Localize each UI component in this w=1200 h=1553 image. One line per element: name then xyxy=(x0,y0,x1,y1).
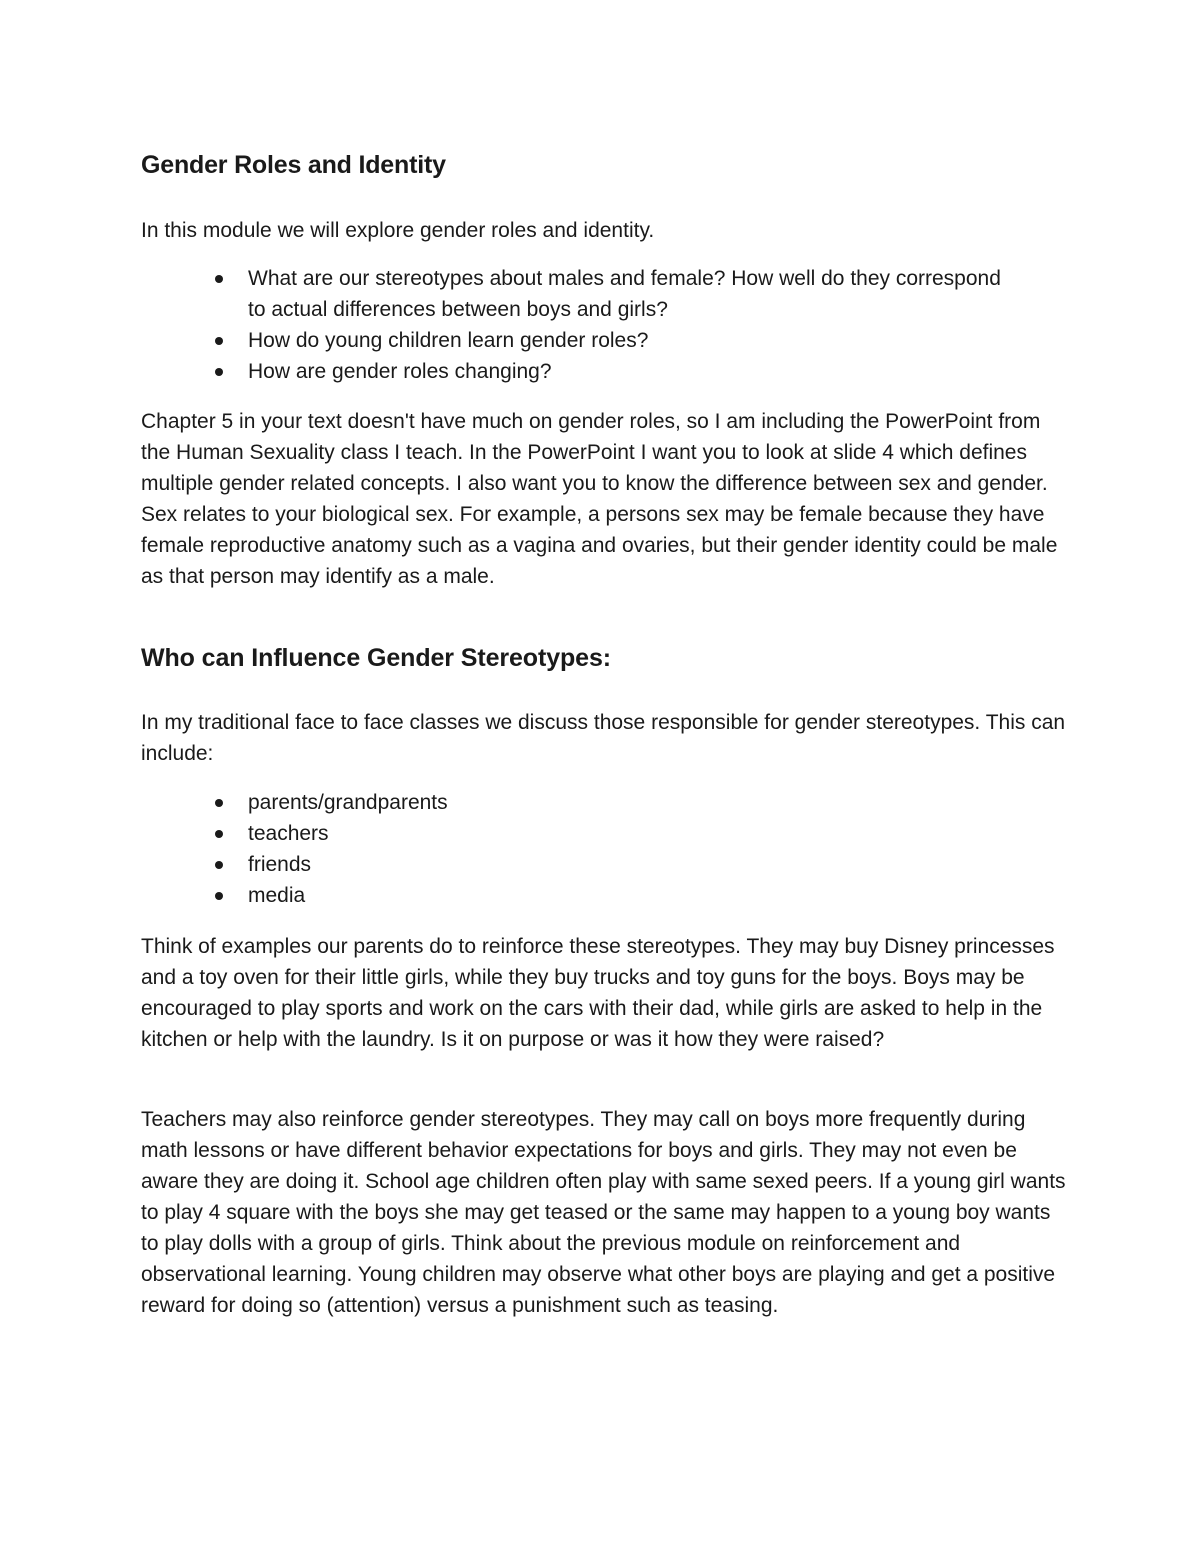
bullet-icon xyxy=(215,337,223,345)
list-item-text: What are our stereotypes about males and female? How well do they correspond to actual differences between boys and girls? xyxy=(248,267,1001,321)
bullet-icon xyxy=(215,861,223,869)
list-item-text: How do young children learn gender roles? xyxy=(248,329,649,352)
list-item xyxy=(141,263,1066,325)
list-item-text: How are gender roles changing? xyxy=(248,360,552,383)
list-item xyxy=(141,325,1066,356)
bullet-icon xyxy=(215,830,223,838)
list-item xyxy=(141,849,1066,880)
bullet-icon xyxy=(215,368,223,376)
bullet-icon xyxy=(215,799,223,807)
list-item-text: teachers xyxy=(248,822,329,845)
intro-paragraph: In this module we will explore gender roles and identity. xyxy=(141,219,655,242)
list-item xyxy=(141,787,1066,818)
list-item xyxy=(141,356,1066,387)
teachers-paragraph: Teachers may also reinforce gender stereotypes. They may call on boys more frequently during math lessons or have different behavior expectations for boys and girls. They may not even be aware they are doing it. School age children often play with same sexed peers. If a young girl wants to play 4 square with the boys she may get teased or the same may happen to a young boy wants to play dolls with a group of girls. Think about the previous module on reinforcement and observational learning. Young children may observe what other boys are playing and get a positive reward for doing so (attention) versus a punishment such as teasing. xyxy=(141,1108,1066,1317)
list-item xyxy=(141,880,1066,911)
parents-paragraph: Think of examples our parents do to reinforce these stereotypes. They may buy Disney princesses and a toy oven for their little girls, while they buy trucks and toy guns for the boys. Boys may be encouraged to play sports and work on the cars with their dad, while girls are asked to help in the kitchen or help with the laundry. Is it on purpose or was it how they were raised? xyxy=(141,935,1055,1051)
section-heading: Who can Influence Gender Stereotypes: xyxy=(141,644,612,672)
influencer-list xyxy=(141,787,1066,911)
list-item xyxy=(141,818,1066,849)
section-intro-paragraph: In my traditional face to face classes we discuss those responsible for gender stereotypes. This can include: xyxy=(141,711,1066,765)
chapter-paragraph: Chapter 5 in your text doesn't have much on gender roles, so I am including the PowerPoint from the Human Sexuality class I teach. In the PowerPoint I want you to look at slide 4 which defines multiple gender related concepts. I also want you to know the difference between sex and gender. Sex relates to your biological sex. For example, a persons sex may be female because they have female reproductive anatomy such as a vagina and ovaries, but their gender identity could be male as that person may identify as a male. xyxy=(141,410,1058,588)
bullet-icon xyxy=(215,275,223,283)
document-title: Gender Roles and Identity xyxy=(141,151,446,179)
list-item-text: friends xyxy=(248,853,312,876)
bullet-icon xyxy=(215,892,223,900)
list-item-text: media xyxy=(248,884,306,907)
question-list xyxy=(141,263,1066,387)
list-item-text: parents/grandparents xyxy=(248,791,448,814)
